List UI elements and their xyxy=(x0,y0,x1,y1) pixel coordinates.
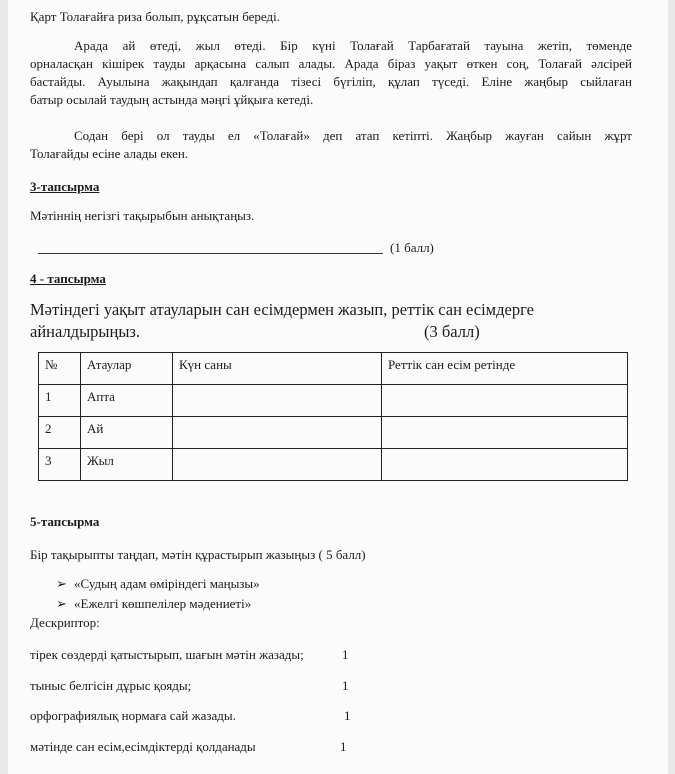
task4-question-line2: айналдырыңыз. xyxy=(30,322,141,341)
task5-heading: 5-тапсырма xyxy=(30,514,100,529)
table-cell-name: Апта xyxy=(81,385,173,417)
descriptor-item-text: мәтінде сан есім,есімдіктерді қолданады xyxy=(30,739,256,754)
table-header-day-count: Күн саны xyxy=(173,353,382,385)
table-cell-name: Жыл xyxy=(81,449,173,481)
topic-option xyxy=(56,575,260,593)
task3-heading: 3-тапсырма xyxy=(30,179,100,194)
table-cell-day-count[interactable] xyxy=(173,385,382,417)
task3-points: (1 балл) xyxy=(390,240,434,255)
table-row xyxy=(39,417,628,449)
story-paragraph-1-line: Арада ай өтеді, жыл өтеді. Бір күні Толағай Тарбағатай тауына жетіп, төменде xyxy=(74,38,632,53)
table-cell-ordinal[interactable] xyxy=(382,385,628,417)
descriptor-item-score: 1 xyxy=(342,678,349,693)
descriptor-label: Дескриптор: xyxy=(30,615,100,630)
table-cell-ordinal[interactable] xyxy=(382,417,628,449)
story-paragraph-1-line: бастайды. Ауылына жақындап қалғанда тізесі бүгіліп, құлап түседі. Еліне жаңбыр сыйлаған xyxy=(30,74,632,89)
table-row xyxy=(39,449,628,481)
intro-line: Қарт Толағайға риза болып, рұқсатын береді. xyxy=(30,9,280,24)
story-paragraph-2-line: Содан бері ол тауды ел «Толағай» деп атап кетіпті. Жаңбыр жауған сайын жұрт xyxy=(74,128,632,143)
arrow-bullet-icon: ➢ xyxy=(56,596,67,611)
table-cell-day-count[interactable] xyxy=(173,449,382,481)
task3-question: Мәтіннің негізгі тақырыбын анықтаңыз. xyxy=(30,208,255,223)
table-cell-number: 2 xyxy=(39,417,81,449)
task4-points: (3 балл) xyxy=(424,322,480,341)
story-paragraph-1-line: орналасқан кішірек тауды арқасына салып алады. Арада біраз уақыт өткен соң, Толағай әлсірей xyxy=(30,56,632,71)
time-names-table xyxy=(38,352,628,481)
table-cell-number: 1 xyxy=(39,385,81,417)
descriptor-item-score: 1 xyxy=(342,647,349,662)
task4-heading: 4 - тапсырма xyxy=(30,271,106,286)
story-paragraph-1-line: батыр осылай таудың астында мәңгі ұйқыға кетеді. xyxy=(30,92,314,107)
table-cell-name: Ай xyxy=(81,417,173,449)
answer-line[interactable] xyxy=(38,253,383,254)
descriptor-item-text: тыныс белгісін дұрыс қояды; xyxy=(30,678,192,693)
descriptor-item-text: орфографиялық нормаға сай жазады. xyxy=(30,708,236,723)
table-header-ordinal: Реттік сан есім ретінде xyxy=(382,353,628,385)
descriptor-item-score: 1 xyxy=(344,708,351,723)
story-paragraph-2 xyxy=(30,127,632,163)
table-cell-ordinal[interactable] xyxy=(382,449,628,481)
task5-instruction: Бір тақырыпты таңдап, мәтін құрастырып жазыңыз ( 5 балл) xyxy=(30,547,366,562)
table-header-names: Атаулар xyxy=(81,353,173,385)
descriptor-item-score: 1 xyxy=(340,739,347,754)
topic-option-label: «Судың адам өміріндегі маңызы» xyxy=(74,576,260,591)
table-cell-number: 3 xyxy=(39,449,81,481)
table-row xyxy=(39,385,628,417)
story-paragraph-1 xyxy=(30,37,632,109)
arrow-bullet-icon: ➢ xyxy=(56,576,67,591)
table-header-row xyxy=(39,353,628,385)
descriptor-item-text: тірек сөздерді қатыстырып, шағын мәтін жазады; xyxy=(30,647,304,662)
story-paragraph-2-line: Толағайды есіне алады екен. xyxy=(30,146,189,161)
table-cell-day-count[interactable] xyxy=(173,417,382,449)
task4-question-line1: Мәтіндегі уақыт атауларын сан есімдермен жазып, реттік сан есімдерге xyxy=(30,300,534,319)
worksheet-page xyxy=(8,0,668,774)
table-header-number: № xyxy=(39,353,81,385)
topic-option xyxy=(56,595,251,613)
topic-option-label: «Ежелгі көшпелілер мәдениеті» xyxy=(74,596,252,611)
